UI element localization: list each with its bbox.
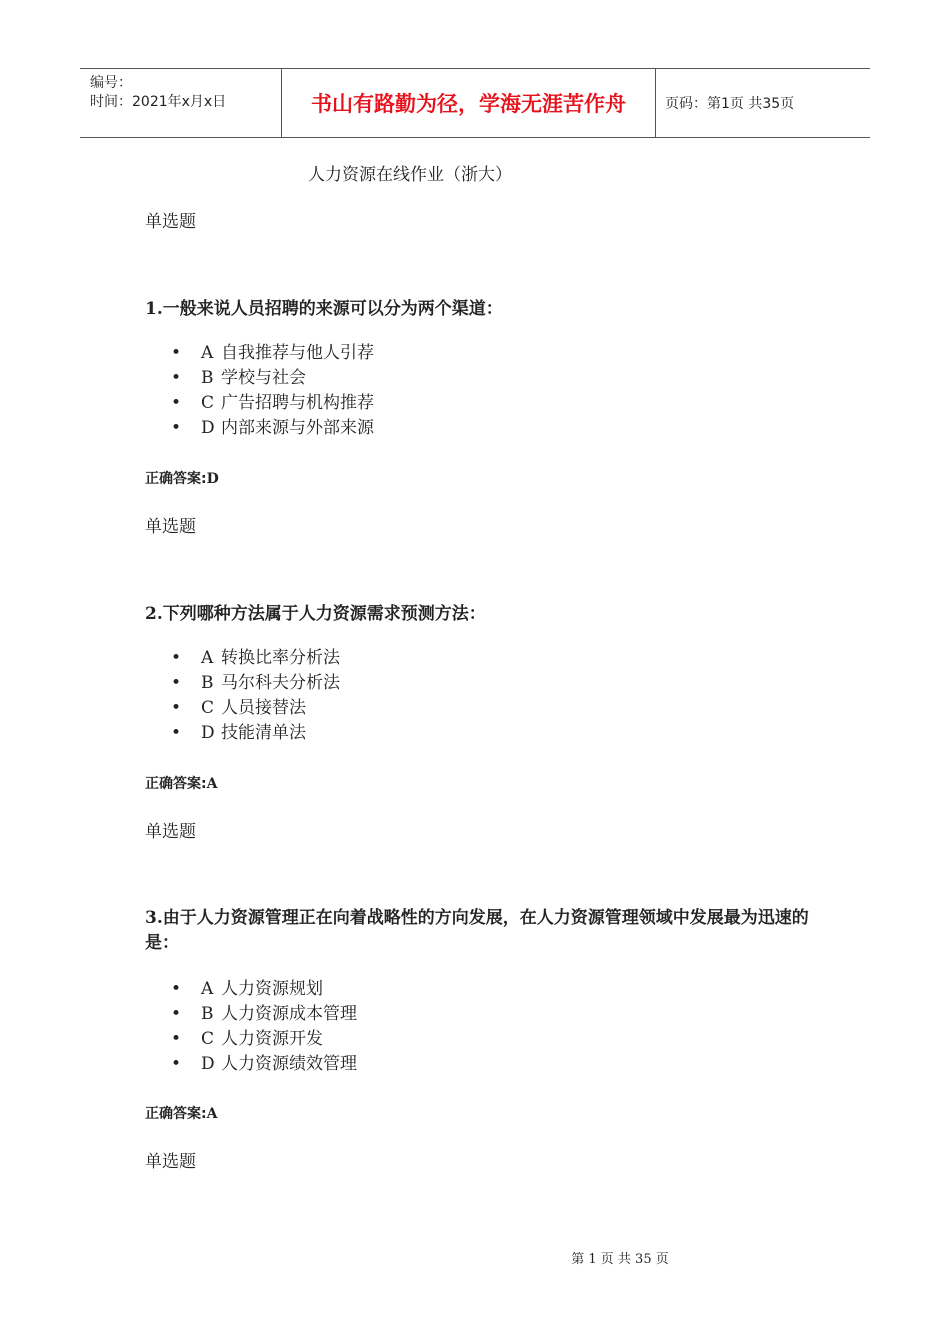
option-item: • D 技能清单法 (145, 721, 340, 746)
option-item: • B 马尔科夫分析法 (145, 671, 340, 696)
header-page-info: 页码：第1页 共35页 (665, 96, 795, 112)
section-label: 单选题 (145, 517, 196, 537)
header-motto: 书山有路勤为径，学海无涯苦作舟 (281, 69, 656, 137)
option-item: • D 人力资源绩效管理 (145, 1052, 357, 1077)
question-2-options (145, 646, 340, 746)
question-2-text: 2.下列哪种方法属于人力资源需求预测方法： (145, 604, 486, 624)
question-1-options (145, 341, 374, 441)
option-item: • A 自我推荐与他人引荐 (145, 341, 374, 366)
option-item: • C 人员接替法 (145, 696, 340, 721)
page-header (80, 68, 870, 138)
option-item: • A 转换比率分析法 (145, 646, 340, 671)
question-3-answer: 正确答案:A (145, 1106, 218, 1122)
header-info-cell (80, 69, 281, 137)
section-label: 单选题 (145, 822, 196, 842)
option-item: • C 人力资源开发 (145, 1027, 357, 1052)
document-title: 人力资源在线作业（浙大） (308, 165, 512, 185)
question-1-answer: 正确答案:D (145, 471, 219, 487)
option-item: • B 人力资源成本管理 (145, 1002, 357, 1027)
option-item: • A 人力资源规划 (145, 977, 357, 1002)
option-item: • B 学校与社会 (145, 366, 374, 391)
option-item: • C 广告招聘与机构推荐 (145, 391, 374, 416)
question-2-answer: 正确答案:A (145, 776, 218, 792)
question-1-text: 1.一般来说人员招聘的来源可以分为两个渠道： (145, 299, 503, 319)
page-footer: 第 1 页 共 35 页 (571, 1252, 669, 1267)
question-3-text: 3.由于人力资源管理正在向着战略性的方向发展，在人力资源管理领域中发展最为迅速的是： (145, 908, 809, 953)
section-label: 单选题 (145, 212, 196, 232)
option-item: • D 内部来源与外部来源 (145, 416, 374, 441)
time-label: 时间：2021年x月x日 (90, 94, 227, 110)
number-label: 编号： (90, 75, 132, 91)
section-label: 单选题 (145, 1152, 196, 1172)
question-3-options (145, 977, 357, 1077)
